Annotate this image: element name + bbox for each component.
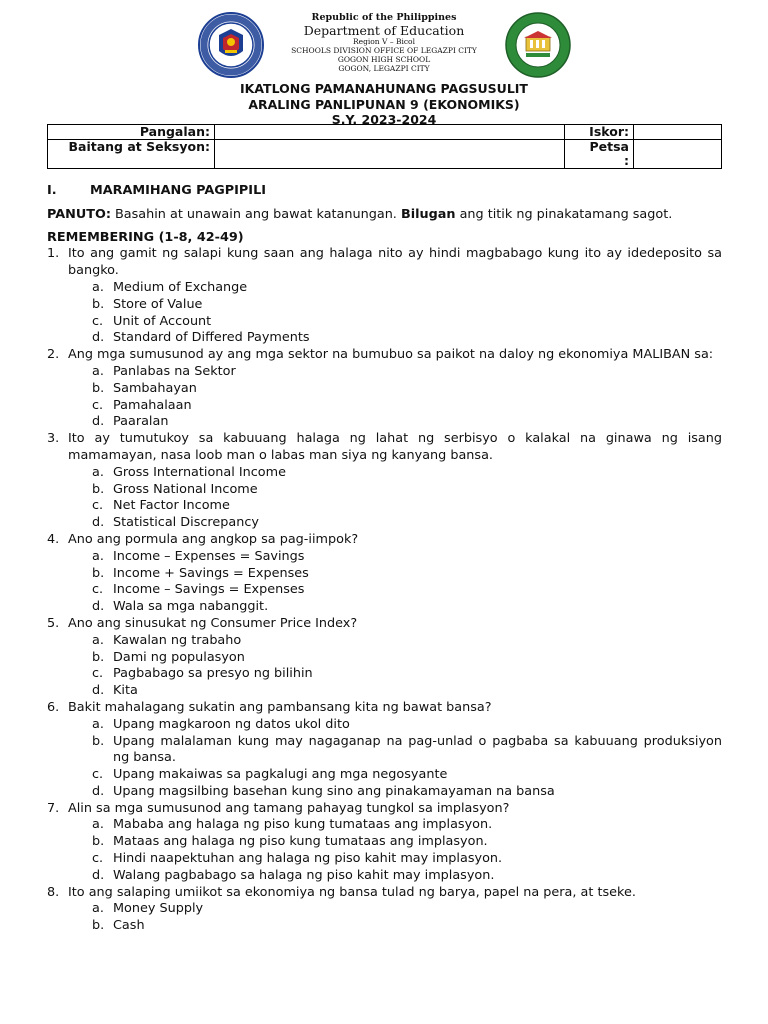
option-text: Kawalan ng trabaho [113,632,242,648]
option-text: Pamahalaan [113,397,192,413]
name-field[interactable] [215,125,565,140]
option-list [47,465,722,532]
option-letter: a. [92,632,104,648]
exam-title [0,81,768,128]
letterhead-text [268,13,500,73]
name-label: Pangalan: [48,125,215,140]
question-text: Ito ay tumutukoy sa kabuuang halaga ng lahat ng serbisyo o kalakal na ginawa ng isang mamamayan, nasa loob man o labas man siya ng kanyang bansa. [68,431,722,463]
option-text: Medium of Exchange [113,279,248,295]
question-item [47,532,722,549]
answer-option[interactable] [47,280,722,297]
option-text: Store of Value [113,296,203,312]
answer-option[interactable] [47,364,722,381]
option-text: Gross National Income [113,481,258,497]
option-letter: b. [92,834,105,850]
region-line: Region V – Bicol [353,37,415,47]
option-letter: c. [92,313,104,329]
letterhead [0,13,768,77]
option-letter: d. [92,515,105,531]
answer-option[interactable] [47,817,722,834]
option-text: Upang makaiwas sa pagkalugi ang mga negosyante [113,767,448,783]
option-list [47,280,722,347]
answer-option[interactable] [47,683,722,700]
option-letter: a. [92,548,104,564]
option-letter: b. [92,380,105,396]
question-text: Ito ang salaping umiikot sa ekonomiya ng bansa tulad ng barya, papel na pera, at tseke. [68,884,636,900]
answer-option[interactable] [47,398,722,415]
grade-section-field[interactable] [215,140,565,169]
option-letter: b. [92,296,105,312]
option-text: Statistical Discrepancy [113,515,259,531]
division-line: SCHOOLS DIVISION OFFICE OF LEGAZPI CITY [291,45,477,55]
option-text: Income + Savings = Expenses [113,565,309,581]
question-text: Ano ang pormula ang angkop sa pag-iimpok? [68,531,359,547]
option-list [47,633,722,700]
question-item [47,700,722,717]
option-list [47,717,722,801]
answer-option[interactable] [47,297,722,314]
student-info-table [47,124,722,169]
option-text: Upang magkaroon ng datos ukol dito [113,716,350,732]
option-letter: d. [92,599,105,615]
answer-option[interactable] [47,566,722,583]
answer-option[interactable] [47,666,722,683]
question-number: 5. [47,615,60,631]
option-letter: a. [92,901,104,917]
option-text: Walang pagbabago sa halaga ng piso kahit may implasyon. [113,867,495,883]
question-number: 8. [47,884,60,900]
instructions [47,207,722,224]
option-letter: a. [92,464,104,480]
grade-section-label: Baitang at Seksyon: [48,140,215,169]
score-label: Iskor: [565,125,634,140]
option-text: Upang magsilbing basehan kung sino ang pinakamayaman na bansa [113,783,555,799]
option-text: Mababa ang halaga ng piso kung tumataas ang implasyon. [113,817,493,833]
section-heading [47,183,722,200]
option-letter: a. [92,716,104,732]
option-letter: a. [92,279,104,295]
score-field[interactable] [634,125,722,140]
option-letter: b. [92,565,105,581]
option-letter: a. [92,817,104,833]
option-letter: d. [92,867,105,883]
option-letter: a. [92,363,104,379]
answer-option[interactable] [47,767,722,784]
question-item [47,246,722,280]
option-text: Income – Savings = Expenses [113,582,305,598]
option-letter: c. [92,498,104,514]
date-colon: : [624,153,629,168]
republic-line: Republic of the Philippines [311,12,457,23]
exam-body [47,183,722,935]
option-letter: b. [92,918,105,934]
instructions-text-2: ang titik ng pinakatamang sagot. [455,206,673,222]
answer-option[interactable] [47,515,722,532]
question-text: Ano ang sinusukat ng Consumer Price Index? [68,615,358,631]
answer-option[interactable] [47,834,722,851]
answer-option[interactable] [47,734,722,768]
option-list [47,817,722,884]
answer-option[interactable] [47,901,722,918]
section-number: I. [47,183,57,198]
date-label-cell [565,140,634,169]
answer-option[interactable] [47,851,722,868]
question-number: 7. [47,800,60,816]
answer-option[interactable] [47,381,722,398]
question-text: Bakit mahalagang sukatin ang pambansang kita ng bawat bansa? [68,699,492,715]
question-item [47,431,722,465]
option-text: Income – Expenses = Savings [113,548,305,564]
question-number: 2. [47,347,60,363]
option-text: Standard of Differed Payments [113,330,310,346]
title-line-2: ARALING PANLIPUNAN 9 (EKONOMIKS) [248,96,520,112]
instructions-text-1: Basahin at unawain ang bawat katanungan. [110,206,401,222]
option-list [47,549,722,616]
answer-option[interactable] [47,784,722,801]
option-text: Upang malalaman kung may nagaganap na pag-unlad o pagbaba sa kabuuang produksiyon ng bansa. [113,733,722,766]
option-list [47,901,722,935]
question-item [47,347,722,364]
option-text: Gross International Income [113,464,286,480]
answer-option[interactable] [47,868,722,885]
option-letter: c. [92,397,104,413]
option-text: Kita [113,683,138,699]
title-line-1: IKATLONG PAMANAHUNANG PAGSUSULIT [240,81,528,96]
answer-option[interactable] [47,414,722,431]
option-text: Dami ng populasyon [113,649,245,665]
answer-option[interactable] [47,482,722,499]
date-field[interactable] [634,140,722,169]
answer-option[interactable] [47,633,722,650]
answer-option[interactable] [47,549,722,566]
option-list [47,364,722,431]
question-item [47,616,722,633]
option-letter: d. [92,783,105,799]
option-letter: d. [92,414,105,430]
question-number: 1. [47,246,60,262]
option-text: Panlabas na Sektor [113,363,236,379]
question-item [47,885,722,902]
option-text: Mataas ang halaga ng piso kung tumataas ang implasyon. [113,834,488,850]
option-text: Paaralan [113,414,169,430]
instructions-label: PANUTO: [47,206,111,222]
answer-option[interactable] [47,918,722,935]
answer-option[interactable] [47,465,722,482]
answer-option[interactable] [47,330,722,347]
competency-group-heading: REMEMBERING (1-8, 42-49) [47,229,244,245]
answer-option[interactable] [47,650,722,667]
answer-option[interactable] [47,498,722,515]
date-label: Petsa [589,139,629,154]
option-letter: c. [92,851,104,867]
title-line-3: S.Y. 2023-2024 [331,112,437,127]
option-text: Net Factor Income [113,498,230,514]
question-text: Ang mga sumusunod ay ang mga sektor na bumubuo sa paikot na daloy ng ekonomiya MALIBAN sa: [68,347,714,363]
school-line: GOGON HIGH SCHOOL [337,54,431,64]
answer-option[interactable] [47,599,722,616]
instructions-bold: Bilugan [400,206,456,222]
question-item [47,801,722,818]
question-text: Ito ang gamit ng salapi kung saan ang halaga nito ay hindi magbabago kung ito ay idedeposito sa bangko. [68,246,722,279]
option-letter: b. [92,649,105,665]
deped-seal-icon [197,11,265,79]
question-number: 6. [47,699,60,715]
option-letter: c. [92,666,104,682]
option-letter: b. [92,481,105,497]
answer-option[interactable] [47,717,722,734]
option-text: Hindi naapektuhan ang halaga ng piso kahit may implasyon. [113,851,503,867]
question-text: Alin sa mga sumusunod ang tamang pahayag tungkol sa implasyon? [68,800,510,816]
section-title: MARAMIHANG PAGPIPILI [90,183,266,198]
option-letter: d. [92,683,105,699]
answer-option[interactable] [47,314,722,331]
question-number: 4. [47,531,60,547]
answer-option[interactable] [47,582,722,599]
option-text: Cash [113,918,145,934]
option-letter: c. [92,767,104,783]
option-text: Wala sa mga nabanggit. [113,599,269,615]
option-letter: b. [92,733,105,749]
option-letter: c. [92,582,104,598]
question-number: 3. [47,431,60,447]
option-text: Unit of Account [113,313,212,329]
question-list [47,246,722,935]
option-letter: d. [92,330,105,346]
department-line: Department of Education [303,22,465,38]
option-text: Sambahayan [113,380,197,396]
school-seal-icon [504,11,572,79]
option-text: Money Supply [113,901,204,917]
address-line: GOGON, LEGAZPI CITY [338,63,430,73]
option-text: Pagbabago sa presyo ng bilihin [113,666,313,682]
